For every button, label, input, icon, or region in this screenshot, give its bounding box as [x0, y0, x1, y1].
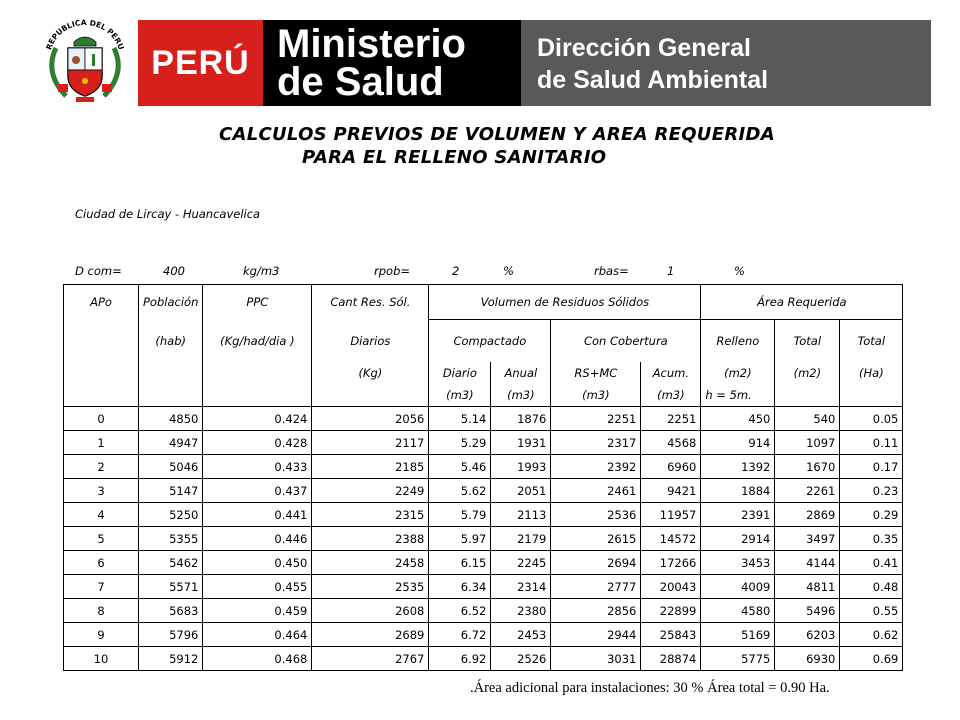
- table-cell: 0.48: [840, 575, 903, 599]
- header-area: Área Requerida: [701, 285, 903, 320]
- table-cell: 2535: [312, 575, 429, 599]
- table-cell: 3031: [551, 647, 641, 671]
- header-diario: Diario: [429, 362, 491, 384]
- table-cell: 0.450: [203, 551, 312, 575]
- crest-text: REPUBLICA DEL PERU: [44, 18, 126, 51]
- table-cell: 2526: [491, 647, 551, 671]
- table-cell: 0.464: [203, 623, 312, 647]
- header-ha: (Ha): [840, 362, 903, 384]
- table-cell: 0.433: [203, 455, 312, 479]
- table-cell: 11957: [641, 503, 701, 527]
- table-cell: 0.428: [203, 431, 312, 455]
- table-cell: 0.23: [840, 479, 903, 503]
- rbas-unit: %: [734, 264, 745, 278]
- table-cell: 2536: [551, 503, 641, 527]
- table-cell: 2392: [551, 455, 641, 479]
- table-cell: 5147: [139, 479, 203, 503]
- ministerio-line1: Ministerio: [277, 22, 466, 66]
- table-cell: 6.15: [429, 551, 491, 575]
- coat-of-arms-icon: [36, 18, 134, 104]
- header-m3-d: (m3): [641, 384, 701, 407]
- direccion-line1: Dirección General: [537, 34, 751, 62]
- table-cell: 28874: [641, 647, 701, 671]
- table-cell: 4811: [775, 575, 840, 599]
- table-cell: 6203: [775, 623, 840, 647]
- header-m3-a: (m3): [429, 384, 491, 407]
- peru-label: PERÚ: [151, 43, 250, 82]
- table-cell: 1884: [701, 479, 775, 503]
- table-cell: 5912: [139, 647, 203, 671]
- table-cell: 3497: [775, 527, 840, 551]
- table-cell: 2694: [551, 551, 641, 575]
- table-cell: 10: [64, 647, 139, 671]
- rpob-unit: %: [503, 264, 514, 278]
- table-cell: 0.55: [840, 599, 903, 623]
- table-cell: 5571: [139, 575, 203, 599]
- table-cell: 5775: [701, 647, 775, 671]
- header-m2-b: (m2): [775, 362, 840, 384]
- table-cell: 2051: [491, 479, 551, 503]
- table-cell: 0.441: [203, 503, 312, 527]
- table-cell: 1: [64, 431, 139, 455]
- table-cell: 0.41: [840, 551, 903, 575]
- table-cell: 2315: [312, 503, 429, 527]
- table-cell: 4580: [701, 599, 775, 623]
- rbas-label: rbas=: [594, 264, 629, 278]
- header-acum: Acum.: [641, 362, 701, 384]
- table-cell: 1876: [491, 407, 551, 431]
- table-cell: 2314: [491, 575, 551, 599]
- table-cell: 0.11: [840, 431, 903, 455]
- table-cell: 4: [64, 503, 139, 527]
- table-cell: 0.459: [203, 599, 312, 623]
- table-cell: 25843: [641, 623, 701, 647]
- table-cell: 2245: [491, 551, 551, 575]
- table-cell: 4850: [139, 407, 203, 431]
- volume-area-table: [63, 284, 903, 671]
- table-cell: 1097: [775, 431, 840, 455]
- table-cell: 2767: [312, 647, 429, 671]
- table-cell: 2185: [312, 455, 429, 479]
- table-cell: 6: [64, 551, 139, 575]
- table-cell: 2458: [312, 551, 429, 575]
- table-cell: 5.29: [429, 431, 491, 455]
- table-cell: 0.424: [203, 407, 312, 431]
- table-row: [64, 503, 903, 527]
- footer-note: .Área adicional para instalaciones: 30 % Área total = 0.90 Ha.: [470, 680, 830, 696]
- table-row: [64, 575, 903, 599]
- table-cell: 0.437: [203, 479, 312, 503]
- table-cell: 1931: [491, 431, 551, 455]
- table-cell: 4947: [139, 431, 203, 455]
- table-cell: 3453: [701, 551, 775, 575]
- table-cell: 450: [701, 407, 775, 431]
- table-cell: 0.62: [840, 623, 903, 647]
- table-cell: 2461: [551, 479, 641, 503]
- table-cell: 914: [701, 431, 775, 455]
- table-row: [64, 431, 903, 455]
- table-cell: 7: [64, 575, 139, 599]
- rpob-value: 2: [452, 264, 460, 278]
- direccion-brand-box: [521, 20, 931, 106]
- peru-brand-box: [138, 20, 263, 106]
- table-cell: 6.52: [429, 599, 491, 623]
- header-compactado: Compactado: [429, 320, 551, 362]
- table-cell: 2380: [491, 599, 551, 623]
- table-cell: 5.79: [429, 503, 491, 527]
- table-cell: 1392: [701, 455, 775, 479]
- header-cant: Cant Res. Sól.: [312, 285, 429, 320]
- table-cell: 2251: [551, 407, 641, 431]
- table-cell: 5046: [139, 455, 203, 479]
- table-cell: 5.62: [429, 479, 491, 503]
- table-cell: 2391: [701, 503, 775, 527]
- table-cell: 2777: [551, 575, 641, 599]
- table-cell: 14572: [641, 527, 701, 551]
- table-cell: 2: [64, 455, 139, 479]
- header-total-m2: Total: [775, 320, 840, 362]
- dcom-value: 400: [163, 264, 185, 278]
- table-cell: 2388: [312, 527, 429, 551]
- table-cell: 2317: [551, 431, 641, 455]
- dcom-unit: kg/m3: [243, 264, 280, 278]
- header-poblacion: Población: [139, 285, 203, 320]
- table-cell: 5355: [139, 527, 203, 551]
- table-cell: 2056: [312, 407, 429, 431]
- table-row: [64, 527, 903, 551]
- table-cell: 5250: [139, 503, 203, 527]
- table-cell: 1993: [491, 455, 551, 479]
- header-m2-a: (m2): [701, 362, 775, 384]
- table-cell: 5796: [139, 623, 203, 647]
- table-cell: 5.97: [429, 527, 491, 551]
- rbas-value: 1: [667, 264, 675, 278]
- ministerio-line2: de Salud: [277, 60, 444, 104]
- table-cell: 5: [64, 527, 139, 551]
- header-diarios: Diarios: [312, 320, 429, 362]
- header-relleno: Relleno: [701, 320, 775, 362]
- table-cell: 0.468: [203, 647, 312, 671]
- table-cell: 5683: [139, 599, 203, 623]
- table-row: [64, 455, 903, 479]
- header-volumen: Volumen de Residuos Sólidos: [429, 285, 701, 320]
- city-label: Ciudad de Lircay - Huancavelica: [75, 207, 261, 221]
- table-cell: 2453: [491, 623, 551, 647]
- header-hab: (hab): [139, 320, 203, 362]
- table-cell: 2117: [312, 431, 429, 455]
- table-row: [64, 623, 903, 647]
- table-cell: 1670: [775, 455, 840, 479]
- table-cell: 5496: [775, 599, 840, 623]
- table-cell: 0.17: [840, 455, 903, 479]
- table-cell: 6.72: [429, 623, 491, 647]
- table-cell: 9: [64, 623, 139, 647]
- dcom-label: D com=: [75, 264, 122, 278]
- table-cell: 2914: [701, 527, 775, 551]
- table-cell: 0: [64, 407, 139, 431]
- header-total-ha: Total: [840, 320, 903, 362]
- table-cell: 2113: [491, 503, 551, 527]
- table-cell: 4568: [641, 431, 701, 455]
- table-cell: 2615: [551, 527, 641, 551]
- header-m3-c: (m3): [551, 384, 641, 407]
- direccion-line2: de Salud Ambiental: [537, 66, 769, 94]
- table-row: [64, 647, 903, 671]
- table-cell: 0.35: [840, 527, 903, 551]
- table-cell: 0.446: [203, 527, 312, 551]
- table-cell: 9421: [641, 479, 701, 503]
- table-cell: 5462: [139, 551, 203, 575]
- table-cell: 5.14: [429, 407, 491, 431]
- table-cell: 2249: [312, 479, 429, 503]
- page-title-line2: PARA EL RELLENO SANITARIO: [302, 147, 607, 168]
- table-row: [64, 599, 903, 623]
- ministerio-brand-box: [263, 20, 521, 106]
- table-row: [64, 407, 903, 431]
- table-cell: 2179: [491, 527, 551, 551]
- table-cell: 2869: [775, 503, 840, 527]
- header-ppc-unit: (Kg/had/dia ): [203, 320, 312, 362]
- table-cell: 17266: [641, 551, 701, 575]
- table-body: [64, 407, 903, 671]
- table-cell: 5.46: [429, 455, 491, 479]
- table-cell: 0.69: [840, 647, 903, 671]
- table-cell: 0.05: [840, 407, 903, 431]
- table-cell: 6960: [641, 455, 701, 479]
- table-cell: 2944: [551, 623, 641, 647]
- table-cell: 0.29: [840, 503, 903, 527]
- table-cell: 6930: [775, 647, 840, 671]
- table-cell: 0.455: [203, 575, 312, 599]
- coat-of-arms-logo: [36, 18, 134, 104]
- table-cell: 3: [64, 479, 139, 503]
- table-cell: 2608: [312, 599, 429, 623]
- header-rsmc: RS+MC: [551, 362, 641, 384]
- header-anual: Anual: [491, 362, 551, 384]
- table-cell: 8: [64, 599, 139, 623]
- page-title-line1: CALCULOS PREVIOS DE VOLUMEN Y AREA REQUERIDA: [219, 124, 775, 145]
- table-cell: 2261: [775, 479, 840, 503]
- header-m3-b: (m3): [491, 384, 551, 407]
- table-row: [64, 479, 903, 503]
- table-cell: 22899: [641, 599, 701, 623]
- table-cell: 4009: [701, 575, 775, 599]
- table-cell: 4144: [775, 551, 840, 575]
- header-kg: (Kg): [312, 362, 429, 384]
- table-cell: 540: [775, 407, 840, 431]
- header-h5: h = 5m.: [701, 384, 775, 407]
- table-cell: 6.92: [429, 647, 491, 671]
- header-apo: APo: [64, 285, 139, 320]
- table-cell: 2856: [551, 599, 641, 623]
- table-cell: 6.34: [429, 575, 491, 599]
- header-ppc: PPC: [203, 285, 312, 320]
- table-cell: 2251: [641, 407, 701, 431]
- table-cell: 5169: [701, 623, 775, 647]
- rpob-label: rpob=: [374, 264, 410, 278]
- header-con-cobertura: Con Cobertura: [551, 320, 701, 362]
- table-cell: 20043: [641, 575, 701, 599]
- table-cell: 2689: [312, 623, 429, 647]
- table-row: [64, 551, 903, 575]
